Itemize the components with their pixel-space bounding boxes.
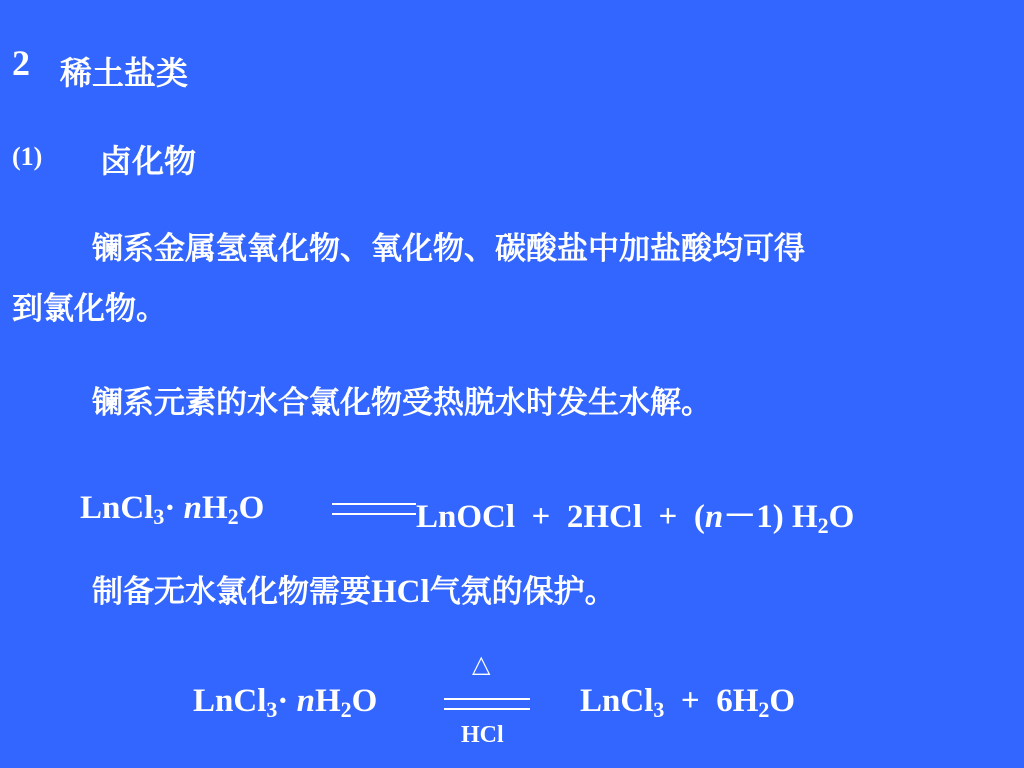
heat-condition-symbol: △ xyxy=(472,650,491,678)
paragraph-3: 制备无水氯化物需要HCl气氛的保护。 xyxy=(92,574,616,610)
paragraph-1-line-2: 到氯化物。 xyxy=(12,291,167,327)
paragraph-2: 镧系元素的水合氯化物受热脱水时发生水解。 xyxy=(92,385,712,421)
hcl-condition-label: HCl xyxy=(461,722,504,748)
equation-2-equals-sign xyxy=(444,698,530,710)
subsection-number: (1) xyxy=(12,142,43,171)
equation-1-equals-sign xyxy=(332,503,416,515)
equation-2-products: LnCl$_3$ + $6H_2O$ xyxy=(580,683,796,722)
section-number: 2 xyxy=(12,43,30,83)
equation-1-products: LnOCl + 2HCl + (n－1) $H_2O$ xyxy=(416,499,855,538)
section-title: 稀土盐类 xyxy=(60,54,189,92)
equation-2-reactant: LnCl$_3$· $nH_2O$ xyxy=(193,683,378,722)
equation-1-reactant: LnCl$_3$· $nH_2O$ xyxy=(80,490,265,529)
paragraph-1-line-1: 镧系金属氢氧化物、氧化物、碳酸盐中加盐酸均可得 xyxy=(92,231,805,267)
subsection-title: 卤化物 xyxy=(100,142,197,180)
